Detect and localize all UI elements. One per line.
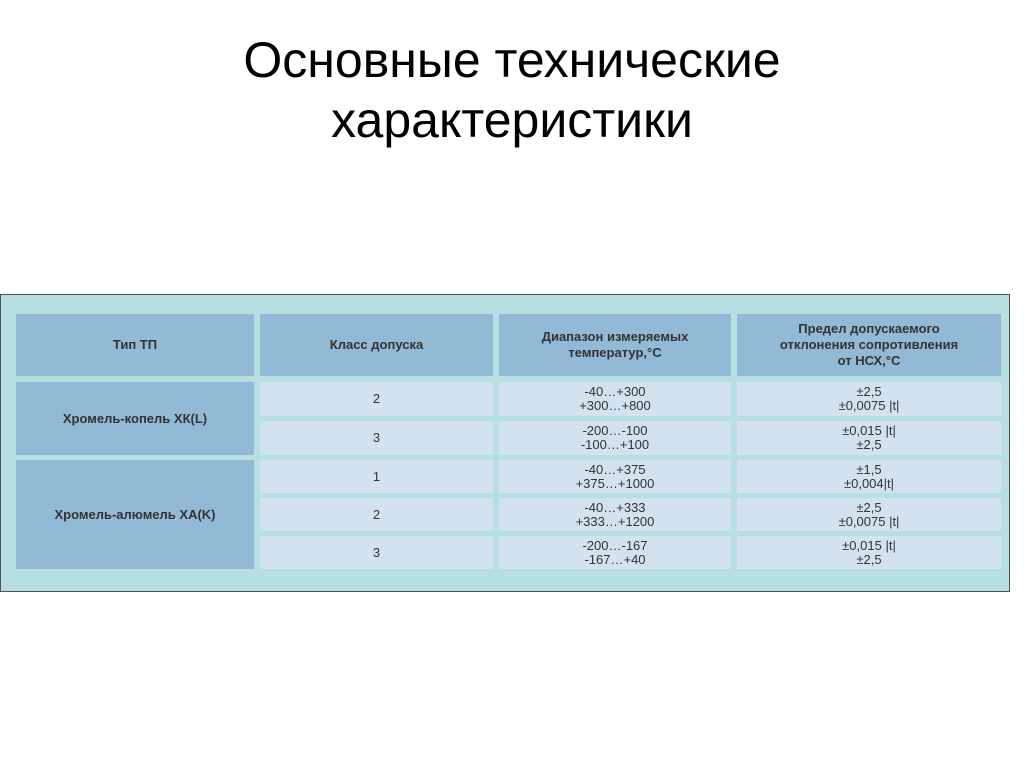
class-cell: 3 — [260, 421, 493, 455]
range-cell: -40…+375 +375…+1000 — [499, 460, 731, 493]
slide-title-line-2: характеристики — [331, 92, 693, 148]
limit-cell: ±1,5 ±0,004|t| — [737, 460, 1001, 493]
limit-cell: ±2,5 ±0,0075 |t| — [737, 382, 1001, 416]
type-cell-xa: Хромель-алюмель ХА(K) — [16, 460, 254, 569]
class-cell: 2 — [260, 498, 493, 531]
range-cell: -40…+333 +333…+1200 — [499, 498, 731, 531]
limit-cell: ±0,015 |t| ±2,5 — [737, 421, 1001, 455]
class-cell: 3 — [260, 536, 493, 569]
header-cell-limit: Предел допускаемого отклонения сопротивления от НСХ,°С — [737, 314, 1001, 376]
limit-cell: ±2,5 ±0,0075 |t| — [737, 498, 1001, 531]
type-cell-xk: Хромель-копель ХК(L) — [16, 382, 254, 455]
limit-cell: ±0,015 |t| ±2,5 — [737, 536, 1001, 569]
class-cell: 2 — [260, 382, 493, 416]
header-cell-class: Класс допуска — [260, 314, 493, 376]
slide-title-line-1: Основные технические — [243, 32, 781, 88]
range-cell: -200…-100 -100…+100 — [499, 421, 731, 455]
range-cell: -40…+300 +300…+800 — [499, 382, 731, 416]
thermocouple-spec-table — [0, 294, 1010, 592]
header-cell-range: Диапазон измеряемых температур,°С — [499, 314, 731, 376]
class-cell: 1 — [260, 460, 493, 493]
range-cell: -200…-167 -167…+40 — [499, 536, 731, 569]
slide-title — [0, 30, 1024, 150]
header-cell-type: Тип ТП — [16, 314, 254, 376]
